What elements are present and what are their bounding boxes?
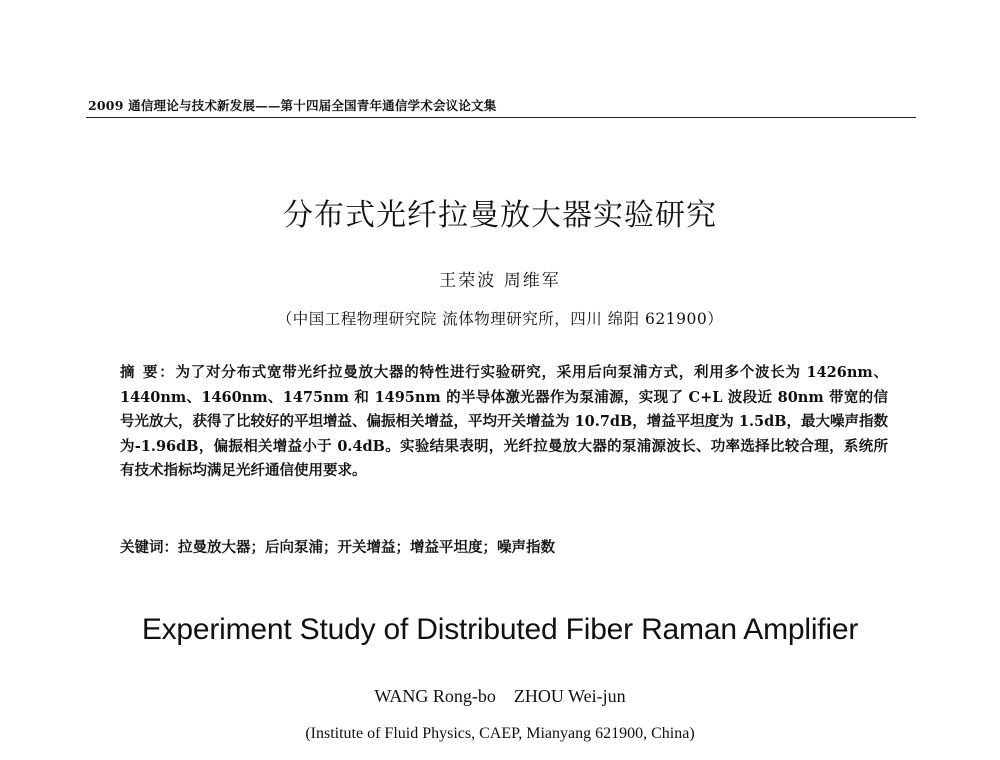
header-rule — [86, 117, 916, 118]
running-header: 2009 通信理论与技术新发展——第十四届全国青年通信学术会议论文集 — [88, 98, 497, 113]
abstract-label: 摘 要： — [120, 364, 176, 381]
keywords-label: 关键词： — [120, 539, 178, 556]
paper-title-en: Experiment Study of Distributed Fiber Raman Amplifier — [141, 613, 859, 646]
abstract-text: 为了对分布式宽带光纤拉曼放大器的特性进行实验研究，采用后向泵浦方式，利用多个波长为 1426nm、1440nm、1460nm、1475nm 和 1495nm 的半导体激光器作为泵浦源，实现了 C+L 波段近 80nm 带宽的信号光放大，获得了比较好的平坦增益、偏振相关增益，平均开关增益为 10.7dB，增益平坦度为 1.5dB，最大噪声指数为-1.96dB，偏振相关增益小于 0.4dB。实验结果表明，光纤拉曼放大器的泵浦源波长、功率选择比较合理，系统所有技术指标均满足光纤通信使用要求。 — [120, 364, 888, 480]
affiliation-zh: （中国工程物理研究院 流体物理研究所，四川 绵阳 621900） — [276, 310, 724, 328]
authors-zh: 王荣波 周维军 — [439, 271, 561, 291]
authors-en — [0, 686, 1000, 707]
author-en-2: ZHOU Wei-jun — [513, 686, 626, 706]
keywords-text: 拉曼放大器；后向泵浦；开关增益；增益平坦度；噪声指数 — [178, 539, 555, 556]
keywords-zh — [120, 537, 888, 559]
affiliation-en: (Institute of Fluid Physics, CAEP, Mianyang 621900, China) — [305, 725, 695, 742]
paper-title-zh: 分布式光纤拉曼放大器实验研究 — [283, 198, 717, 233]
abstract-zh — [120, 361, 888, 484]
author-en-1: WANG Rong-bo — [374, 686, 496, 706]
